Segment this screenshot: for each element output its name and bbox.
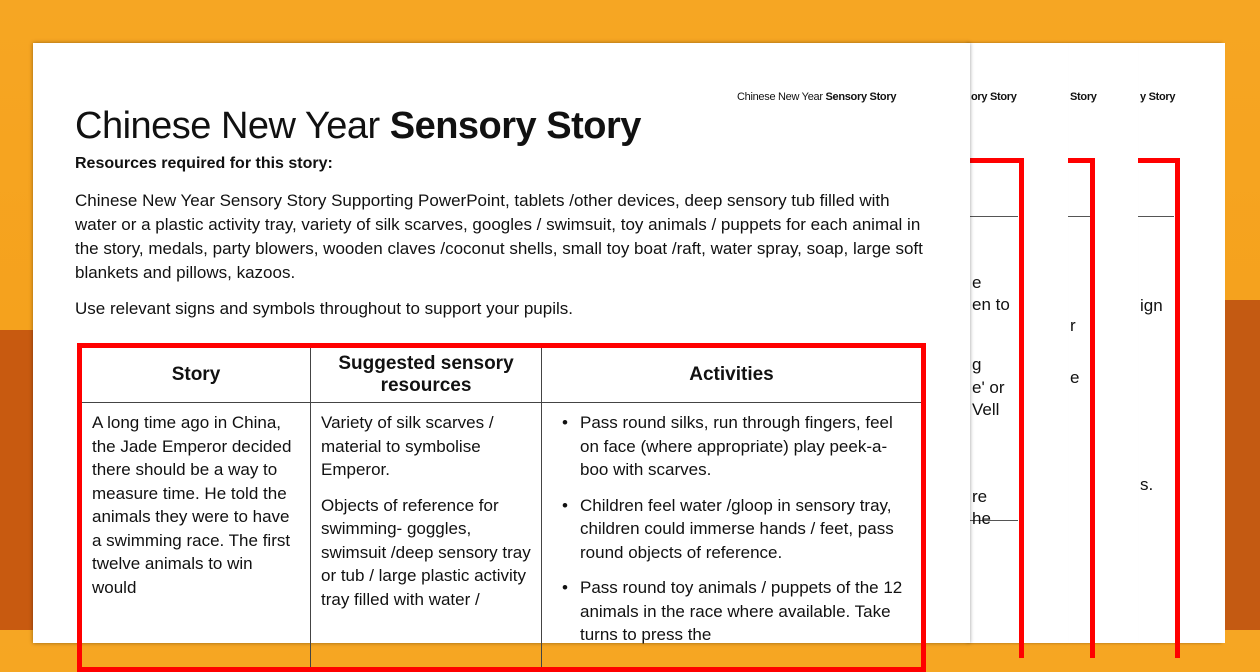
page-header: Story (1070, 91, 1097, 103)
text-fragment: e (972, 273, 982, 292)
column-header-activities: Activities (542, 346, 924, 403)
resources-heading: Resources required for this story: (75, 155, 333, 172)
running-header-bold: Sensory Story (825, 91, 897, 103)
text-fragment: r (1070, 316, 1076, 335)
divider (970, 216, 1018, 217)
back-page-3 (1138, 43, 1225, 643)
activity-item: • Children feel water /gloop in sensory tray, children could immerse hands / feet, pass round objects of reference. (552, 494, 911, 565)
text-fragment: e' or (972, 378, 1005, 397)
story-cell: A long time ago in China, the Jade Emperor decided there should be a way to measure time. He told the animals they were to have a swimming race. The first twelve animals to win would (80, 403, 311, 670)
running-header-plain: Chinese New Year (737, 91, 823, 103)
table-header-row (80, 346, 924, 403)
table-row (80, 403, 924, 670)
resource-item: Variety of silk scarves / material to symbolise Emperor. (321, 413, 494, 479)
signs-note: Use relevant signs and symbols throughout to support your pupils. (75, 299, 573, 318)
table-frame (1138, 158, 1180, 658)
document-page (33, 43, 970, 643)
table-frame (1068, 158, 1095, 658)
text-fragment: s. (1140, 475, 1154, 494)
divider (1068, 216, 1090, 217)
page-header: y Story (1140, 91, 1176, 103)
story-table (77, 343, 926, 672)
text-fragment: en to (972, 295, 1010, 314)
text-fragment: re (972, 487, 988, 506)
back-page-1 (970, 43, 1068, 643)
title-bold: Sensory Story (389, 105, 641, 147)
resources-cell (311, 403, 542, 670)
column-header-resources: Suggested sensory resources (311, 346, 542, 403)
divider (1138, 216, 1174, 217)
column-header-story: Story (80, 346, 311, 403)
resources-paragraph: Chinese New Year Sensory Story Supporting PowerPoint, tablets /other devices, deep sensory tub filled with water or a plastic activity tray, variety of silk scarves, googles / swimsuit, toy animals / puppets for each animal in the story, medals, party blowers, wooden claves /coconut shells, small toy boat /raft, water spray, soap, large soft blankets and pillows, kazoos. (75, 191, 923, 282)
title-plain: Chinese New Year (75, 105, 380, 147)
back-page-2 (1068, 43, 1138, 643)
activity-item: • Pass round silks, run through fingers, feel on face (where appropriate) play peek-a-boo with scarves. (552, 411, 911, 482)
text-fragment: Vell (972, 400, 1000, 419)
running-header (737, 91, 896, 103)
activity-item: • Pass round toy animals / puppets of the 12 animals in the race where available. Take turns to press the (552, 576, 911, 647)
page-header: ory Story (971, 91, 1017, 103)
text-fragment: g (972, 355, 982, 374)
background-shape (1225, 300, 1260, 630)
activities-cell (542, 403, 924, 670)
text-fragment: ign (1140, 296, 1163, 315)
resource-item: Objects of reference for swimming- goggles, swimsuit /deep sensory tray or tub / large plastic activity tray filled with water / (321, 495, 531, 609)
page-title (75, 105, 641, 148)
text-fragment: e (1070, 368, 1080, 387)
text-fragment: he (972, 509, 991, 528)
